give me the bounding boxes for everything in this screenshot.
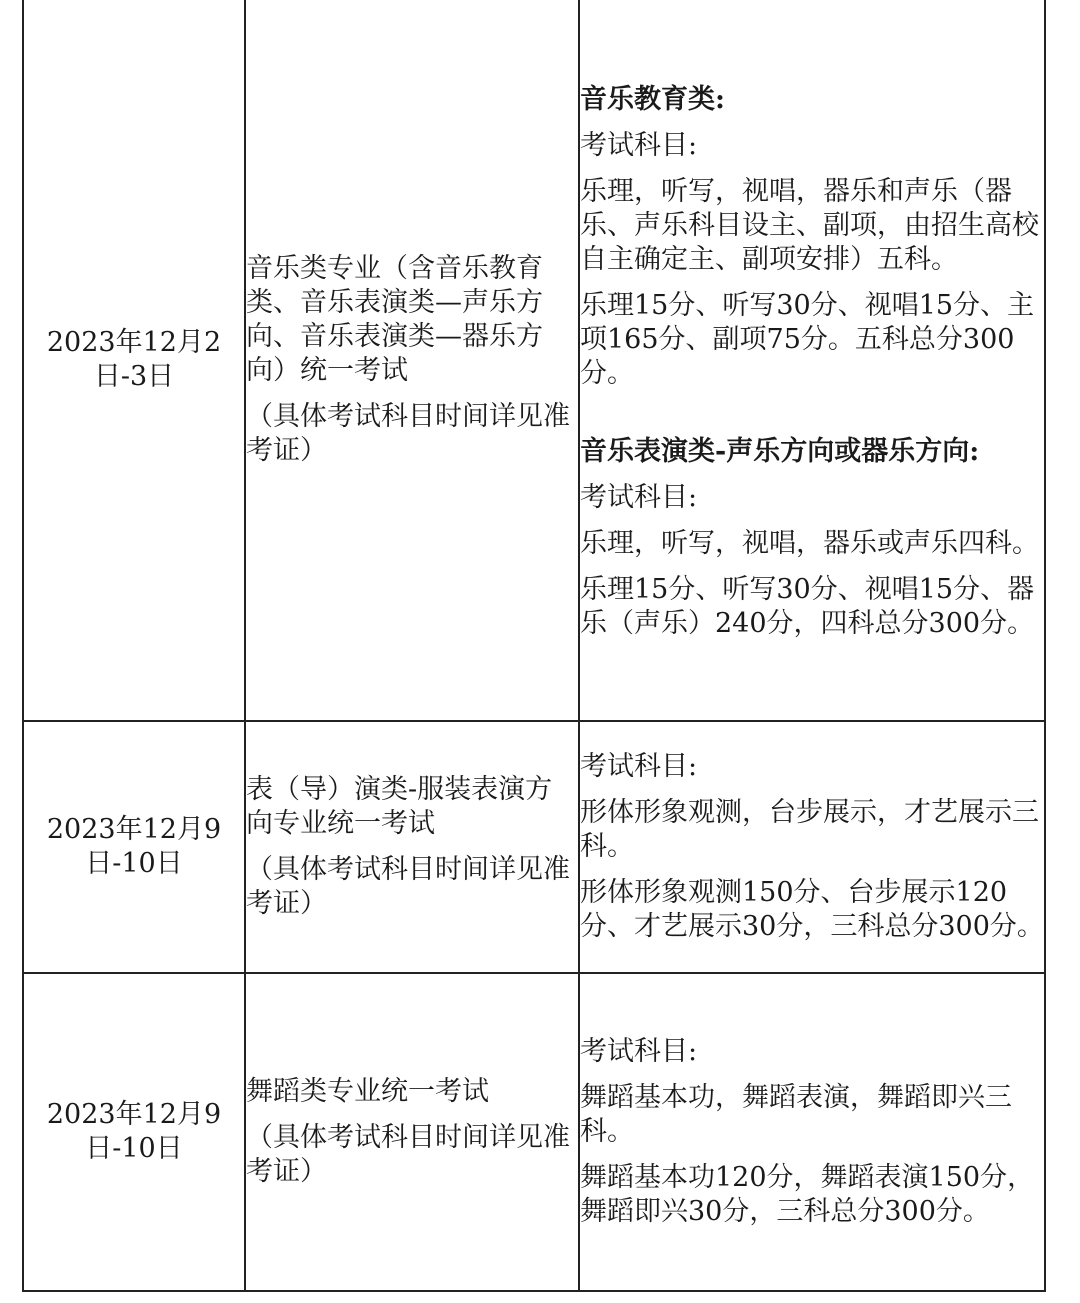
exam-date-cell: [23, 0, 245, 721]
exam-subject: 表（导）演类-服装表演方向专业统一考试: [246, 774, 553, 839]
section-heading: 音乐教育类:: [580, 84, 725, 115]
exam-date: 2023年12月2日-3日: [46, 327, 222, 392]
score-breakdown: 乐理15分、听写30分、视唱15分、器乐（声乐）240分，四科总分300分。: [580, 574, 1035, 639]
exam-subject-note: （具体考试科目时间详见准考证）: [246, 1122, 570, 1187]
subjects-list: 舞蹈基本功，舞蹈表演，舞蹈即兴三科。: [580, 1082, 1012, 1147]
score-breakdown: 舞蹈基本功120分，舞蹈表演150分，舞蹈即兴30分，三科总分300分。: [580, 1162, 1035, 1227]
exam-subject-cell: [245, 973, 579, 1291]
subjects-list: 乐理，听写，视唱，器乐或声乐四科。: [580, 528, 1039, 559]
score-breakdown: 形体形象观测150分、台步展示120分、才艺展示30分，三科总分300分。: [580, 877, 1044, 942]
exam-date-cell: [23, 721, 245, 973]
table-row: [23, 973, 1045, 1291]
exam-subject-note: （具体考试科目时间详见准考证）: [246, 854, 570, 919]
exam-schedule-table: [22, 0, 1046, 1292]
table-row: [23, 0, 1045, 721]
subjects-list: 形体形象观测，台步展示，才艺展示三科。: [580, 797, 1039, 862]
exam-details-cell: [579, 973, 1045, 1291]
exam-subject: 音乐类专业（含音乐教育类、音乐表演类—声乐方向、音乐表演类—器乐方向）统一考试: [246, 253, 543, 386]
section-music-performance: [580, 435, 1044, 641]
exam-subject-note: （具体考试科目时间详见准考证）: [246, 401, 570, 466]
exam-date: 2023年12月9日-10日: [46, 814, 222, 879]
exam-date: 2023年12月9日-10日: [46, 1099, 222, 1164]
exam-date-cell: [23, 973, 245, 1291]
subjects-label: 考试科目:: [580, 482, 698, 513]
subjects-label: 考试科目:: [580, 1036, 698, 1067]
score-breakdown: 乐理15分、听写30分、视唱15分、主项165分、副项75分。五科总分300分。: [580, 290, 1035, 389]
exam-subject: 舞蹈类专业统一考试: [246, 1076, 489, 1107]
subjects-label: 考试科目:: [580, 751, 698, 782]
exam-subject-cell: [245, 721, 579, 973]
exam-details-cell: [579, 721, 1045, 973]
subjects-list: 乐理，听写，视唱，器乐和声乐（器乐、声乐科目设主、副项，由招生高校自主确定主、副项安排）五科。: [580, 176, 1039, 275]
section-music-education: [580, 79, 1044, 391]
exam-details-cell: [579, 0, 1045, 721]
subjects-label: 考试科目:: [580, 130, 698, 161]
exam-subject-cell: [245, 0, 579, 721]
table-row: [23, 721, 1045, 973]
section-heading: 音乐表演类-声乐方向或器乐方向:: [580, 436, 980, 467]
